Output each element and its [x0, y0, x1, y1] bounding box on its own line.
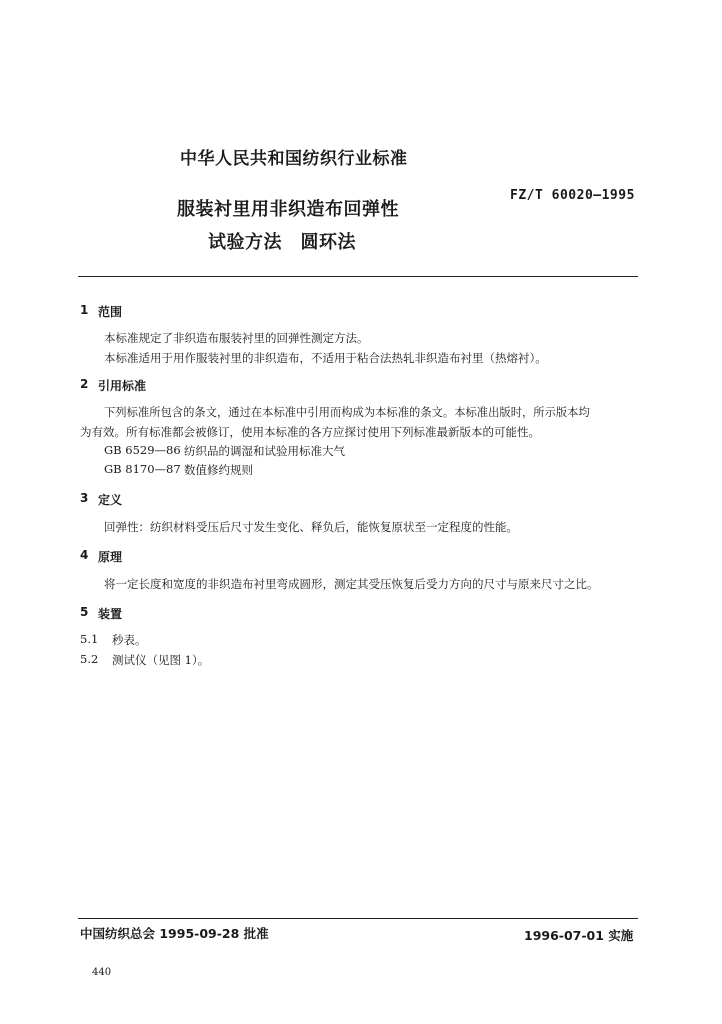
section-1-number: 1: [80, 303, 89, 317]
implementation-date: 1996-07-01 实施: [524, 928, 634, 943]
reference-1-name: 纺织品的调湿和试验用标准大气: [184, 444, 345, 458]
reference-1-code: GB 6529—86: [104, 443, 181, 457]
item-5-2-number: 5.2: [80, 652, 99, 666]
section-1-paragraph-1: 本标准规定了非织造布服装衬里的回弹性测定方法。: [104, 331, 369, 345]
section-2-paragraph-2: 为有效。所有标准都会被修订，使用本标准的各方应探讨使用下列标准最新版本的可能性。: [80, 425, 540, 439]
item-5-1-text: 秒表。: [112, 633, 147, 647]
page-number: 440: [92, 967, 112, 978]
approval-line: 中国纺织总会 1995-09-28 批准: [80, 926, 269, 941]
section-3-number: 3: [80, 491, 89, 505]
item-5-1-number: 5.1: [80, 632, 99, 646]
footer-divider: [78, 918, 638, 919]
section-4-title: 原理: [98, 550, 123, 564]
document-title-line2: 试验方法 圆环法: [208, 232, 356, 253]
section-3-title: 定义: [98, 493, 123, 507]
header-divider: [78, 276, 638, 277]
document-title-line1: 服装衬里用非织造布回弹性: [177, 199, 399, 220]
organization-title: 中华人民共和国纺织行业标准: [180, 149, 408, 169]
section-2-title: 引用标准: [98, 379, 147, 393]
section-4-number: 4: [80, 548, 89, 562]
section-4-paragraph-1: 将一定长度和宽度的非织造布衬里弯成圆形，测定其受压恢复后受力方向的尺寸与原来尺寸之比。: [104, 577, 599, 591]
reference-2-code: GB 8170—87: [104, 462, 181, 476]
section-2-number: 2: [80, 377, 89, 391]
section-1-title: 范围: [98, 305, 123, 319]
reference-2-name: 数值修约规则: [184, 463, 253, 477]
section-5-number: 5: [80, 605, 89, 619]
section-5-title: 装置: [98, 607, 123, 621]
standard-code: FZ/T 60020—1995: [510, 188, 635, 203]
section-3-paragraph-1: 回弹性：纺织材料受压后尺寸发生变化、释负后，能恢复原状至一定程度的性能。: [104, 520, 518, 534]
item-5-2-text: 测试仪（见图 1）。: [112, 653, 210, 667]
section-2-paragraph-1: 下列标准所包含的条文，通过在本标准中引用而构成为本标准的条文。本标准出版时，所示版本均: [104, 406, 590, 419]
section-1-paragraph-2: 本标准适用于用作服装衬里的非织造布，不适用于粘合法热轧非织造布衬里（热熔衬）。: [104, 351, 547, 365]
